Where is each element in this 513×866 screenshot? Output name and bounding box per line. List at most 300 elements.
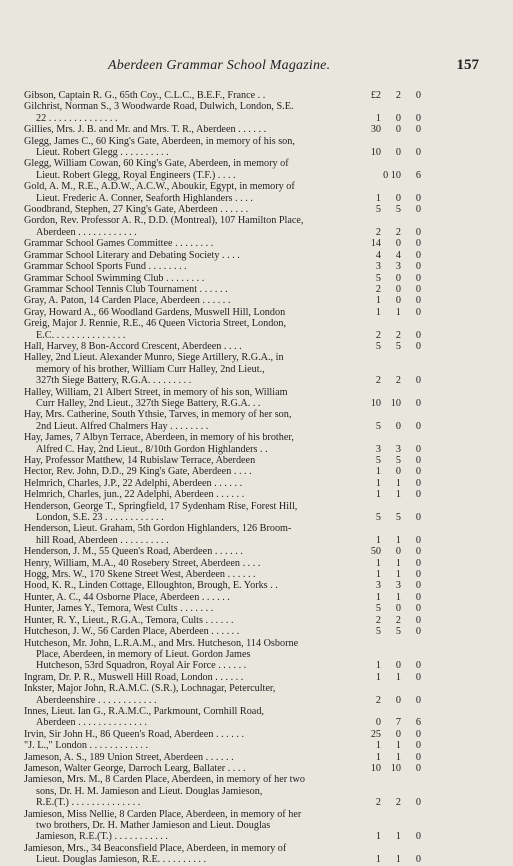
pounds-value: £2	[370, 90, 381, 101]
entry-amount	[357, 90, 429, 101]
entry-name: Gray, A. Paton, 14 Carden Place, Aberdeen . . . . . .	[24, 295, 231, 307]
pounds-value: 1	[375, 740, 381, 752]
list-item	[24, 158, 421, 181]
list-item	[24, 500, 421, 524]
pence-value: 0	[415, 272, 421, 284]
pence-value: 0	[415, 375, 421, 387]
pence-value: 0	[415, 557, 421, 569]
entry-continuation: Lieut. Frederic A. Conner, Seaforth Highlanders . . . .	[36, 192, 253, 204]
entry-amount	[357, 261, 429, 272]
pence-value: 0	[415, 238, 421, 250]
shillings-value: 2	[395, 375, 401, 387]
entry-amount	[357, 398, 429, 409]
pence-value: 0	[415, 283, 421, 295]
entry-name: Jamieson, Mrs. M., 8 Carden Place, Aberdeen, in memory of her two	[24, 774, 305, 786]
entry-amount	[357, 797, 429, 808]
shillings-value: 5	[395, 204, 401, 216]
entry-name: Inkster, Major John, R.A.M.C. (S.R.), Lochnagar, Peterculter,	[24, 683, 276, 695]
entry-amount	[357, 569, 429, 580]
pence-value: 0	[415, 192, 421, 204]
entry-amount	[357, 455, 429, 466]
entry-amount	[357, 695, 429, 706]
entry-continuation: Lieut. Douglas Jamieson, R.E. . . . . . . . . .	[36, 854, 207, 866]
entry-continuation: Curr Halley, 2nd Lieut., 327th Siege Battery, R.G.A. . .	[36, 397, 261, 409]
shillings-value: 2	[395, 90, 401, 101]
entry-amount	[357, 660, 429, 671]
pence-value: 0	[415, 112, 421, 124]
entry-name: Irvin, Sir John H., 86 Queen's Road, Aberdeen . . . . . .	[24, 728, 244, 740]
entry-name: Gray, Howard A., 66 Woodland Gardens, Muswell Hill, London	[24, 306, 286, 318]
entry-amount	[357, 295, 429, 306]
pence-value: 0	[415, 124, 421, 136]
shillings-value: 0	[395, 603, 401, 615]
list-item	[24, 386, 421, 410]
entry-name: Hunter, R. Y., Lieut., R.G.A., Temora, Cults . . . . . .	[24, 614, 234, 626]
pounds-value: 1	[375, 306, 381, 318]
entry-name: Innes, Lieut. Ian G., R.A.M.C., Parkmount, Cornhill Road,	[24, 705, 264, 717]
entry-amount	[357, 752, 429, 763]
entry-amount	[357, 307, 429, 318]
pounds-value: 3	[375, 443, 381, 455]
pence-value: 0	[415, 340, 421, 352]
entry-name: Henderson, George T., Springfield, 17 Sydenham Rise, Forest Hill,	[24, 500, 298, 512]
shillings-value: 4	[395, 249, 401, 261]
entry-continuation: memory of his brother, William Curr Halley, 2nd Lieut.,	[36, 363, 265, 375]
shillings-value: 2	[395, 797, 401, 809]
entry-name: Hutcheson, J. W., 56 Carden Place, Aberdeen . . . . . .	[24, 626, 240, 638]
entry-continuation: Lieut. Robert Glegg . . . . . . . . . .	[36, 147, 169, 159]
list-item	[24, 626, 421, 638]
entry-amount	[357, 592, 429, 603]
entry-name: Gibson, Captain R. G., 65th Coy., C.L.C., B.E.F., France . .	[24, 90, 266, 101]
shillings-value: 5	[395, 455, 401, 466]
pounds-value: 1	[375, 671, 381, 683]
entry-name: Henderson, J. M., 55 Queen's Road, Aberdeen . . . . . .	[24, 546, 243, 558]
shillings-value: 1	[395, 569, 401, 581]
shillings-value: 2	[395, 226, 401, 238]
pounds-value: 1	[375, 112, 381, 124]
list-item	[24, 90, 421, 101]
list-item	[24, 409, 421, 432]
list-item	[24, 705, 421, 729]
entry-continuation: hill Road, Aberdeen . . . . . . . . . .	[36, 534, 169, 546]
shillings-value: 0	[395, 147, 401, 159]
entry-continuation: 2nd Lieut. Alfred Chalmers Hay . . . . . . . .	[36, 420, 209, 432]
entry-name: "J. L.," London . . . . . . . . . . . .	[24, 740, 149, 752]
pence-value: 0	[415, 466, 421, 478]
list-item	[24, 283, 421, 295]
list-item	[24, 546, 421, 558]
pence-value: 0	[415, 762, 421, 774]
shillings-value: 0	[395, 466, 401, 478]
entry-name: Hay, Mrs. Catherine, South Ythsie, Tarves, in memory of her son,	[24, 409, 292, 421]
list-item	[24, 683, 421, 706]
list-item	[24, 580, 421, 592]
entry-amount	[357, 546, 429, 557]
pence-value: 0	[415, 397, 421, 409]
shillings-value: 0	[395, 420, 401, 432]
pounds-value: 3	[375, 261, 381, 273]
list-item	[24, 671, 421, 683]
shillings-value: 0	[395, 694, 401, 706]
list-item	[24, 842, 421, 866]
pence-value: 0	[415, 226, 421, 238]
list-item	[24, 603, 421, 615]
shillings-value: 5	[395, 626, 401, 638]
list-item	[24, 352, 421, 387]
pounds-value: 1	[375, 295, 381, 307]
entry-amount	[357, 193, 429, 204]
entry-amount	[357, 204, 429, 215]
entry-name: Helmrich, Charles, jun., 22 Adelphi, Aberdeen . . . . . .	[24, 489, 245, 501]
entry-continuation: Aberdeenshire . . . . . . . . . . . .	[36, 694, 157, 706]
shillings-value: 0	[395, 238, 401, 250]
shillings-value: 1	[395, 591, 401, 603]
pounds-value	[357, 170, 381, 181]
shillings-value: 1	[395, 489, 401, 501]
list-item	[24, 101, 421, 124]
pence-value: 0	[415, 626, 421, 638]
shillings-value: 5	[395, 340, 401, 352]
entry-amount	[357, 147, 429, 158]
entry-amount	[357, 250, 429, 261]
list-item	[24, 740, 421, 752]
pence-value: 0	[415, 603, 421, 615]
entry-amount	[357, 421, 429, 432]
pounds-value: 5	[375, 455, 381, 466]
page-number: 157	[456, 57, 479, 73]
entry-amount	[357, 170, 429, 181]
subscription-list	[24, 90, 421, 866]
shillings-value: 7	[395, 717, 401, 729]
list-item	[24, 261, 421, 273]
pence-value: 0	[415, 489, 421, 501]
pounds-value: 25	[370, 728, 381, 740]
shillings-value: 0	[395, 660, 401, 672]
pounds-value: 1	[375, 660, 381, 672]
pence-value: 6	[415, 169, 421, 181]
entry-amount	[357, 763, 429, 774]
list-item	[24, 135, 421, 159]
entry-name: Gordon, Rev. Professor A. R., D.D. (Montreal), 107 Hamilton Place,	[24, 215, 304, 227]
entry-name: Glegg, James C., 60 King's Gate, Aberdeen, in memory of his son,	[24, 135, 295, 147]
entry-name: Jamieson, Mrs., 34 Beaconsfield Place, Aberdeen, in memory of	[24, 842, 287, 854]
list-item	[24, 295, 421, 307]
list-item	[24, 181, 421, 204]
entry-continuation: London, S.E. 23 . . . . . . . . . . . .	[36, 512, 164, 524]
shillings-value: 0	[395, 546, 401, 558]
pounds-value: 1	[375, 477, 381, 489]
entry-amount	[357, 615, 429, 626]
page-header	[24, 58, 489, 78]
entry-amount	[357, 831, 429, 842]
entry-continuation: Jamieson, R.E.(T.) . . . . . . . . . . .	[36, 831, 168, 843]
entry-name: Glegg, William Cowan, 60 King's Gate, Aberdeen, in memory of	[24, 158, 289, 170]
entry-name: Jamieson, Miss Nellie, 8 Carden Place, Aberdeen, in memory of her	[24, 808, 302, 820]
entry-name: Hunter, A. C., 44 Osborne Place, Aberdeen . . . . . .	[24, 591, 230, 603]
pounds-value: 1	[375, 466, 381, 478]
entry-amount	[357, 284, 429, 295]
list-item	[24, 432, 421, 455]
entry-name: Gilchrist, Norman S., 3 Woodwarde Road, Dulwich, London, S.E.	[24, 101, 294, 113]
pounds-value: 1	[375, 831, 381, 843]
shillings-value: 3	[395, 580, 401, 592]
list-item	[24, 808, 421, 843]
pence-value: 0	[415, 580, 421, 592]
pence-value: 0	[415, 797, 421, 809]
pounds-value: 2	[375, 226, 381, 238]
pence-value: 0	[415, 261, 421, 273]
entry-name: Henry, William, M.A., 40 Rosebery Street, Aberdeen . . . .	[24, 557, 261, 569]
pence-value: 0	[415, 204, 421, 216]
entry-continuation: 327th Siege Battery, R.G.A. . . . . . . . .	[36, 375, 192, 387]
entry-amount	[357, 375, 429, 386]
list-item	[24, 523, 421, 546]
list-item	[24, 249, 421, 261]
list-item	[24, 204, 421, 216]
entry-amount	[357, 626, 429, 637]
list-item	[24, 215, 421, 238]
entry-amount	[357, 603, 429, 614]
pounds-value: 1	[375, 192, 381, 204]
pence-value: 0	[415, 671, 421, 683]
entry-name: Halley, William, 21 Albert Street, in memory of his son, William	[24, 386, 288, 398]
entry-name: Grammar School Swimming Club . . . . . . . .	[24, 272, 205, 284]
pounds-value: 50	[370, 546, 381, 558]
pounds-value: 1	[375, 751, 381, 763]
entry-name: Grammar School Sports Fund . . . . . . . .	[24, 261, 187, 273]
shillings-value: 0 10	[383, 169, 401, 181]
pence-value: 0	[415, 660, 421, 672]
running-title: Aberdeen Grammar School Magazine.	[108, 58, 331, 73]
shillings-value: 1	[395, 477, 401, 489]
entry-name: Hay, Professor Matthew, 14 Rubislaw Terrace, Aberdeen	[24, 455, 256, 466]
pounds-value: 5	[375, 626, 381, 638]
pence-value: 0	[415, 295, 421, 307]
shillings-value: 1	[395, 740, 401, 752]
entry-name: Grammar School Tennis Club Tournament . . . . . .	[24, 283, 228, 295]
shillings-value: 10	[390, 397, 401, 409]
pounds-value: 30	[370, 124, 381, 136]
pence-value: 0	[415, 420, 421, 432]
pounds-value: 5	[375, 204, 381, 216]
shillings-value: 0	[395, 124, 401, 136]
pence-value: 0	[415, 512, 421, 524]
list-item	[24, 762, 421, 774]
pence-value: 0	[415, 546, 421, 558]
list-item	[24, 477, 421, 489]
entry-amount	[357, 729, 429, 740]
entry-amount	[357, 580, 429, 591]
entry-name: Hood, K. R., Linden Cottage, Elloughton, Brough, E. Yorks . .	[24, 580, 278, 592]
pounds-value: 5	[375, 512, 381, 524]
entry-amount	[357, 273, 429, 284]
shillings-value: 1	[395, 671, 401, 683]
pence-value: 0	[415, 534, 421, 546]
entry-name: Hutcheson, Mr. John, L.R.A.M., and Mrs. Hutcheson, 114 Osborne	[24, 637, 299, 649]
entry-amount	[357, 558, 429, 569]
list-item	[24, 318, 421, 341]
pence-value: 0	[415, 854, 421, 866]
entry-amount	[357, 478, 429, 489]
entry-amount	[357, 113, 429, 124]
shillings-value: 0	[395, 272, 401, 284]
pounds-value: 0	[375, 717, 381, 729]
pence-value: 0	[415, 147, 421, 159]
pence-value: 0	[415, 831, 421, 843]
entry-name: Goodbrand, Stephen, 27 King's Gate, Aberdeen . . . . . .	[24, 204, 249, 216]
list-item	[24, 272, 421, 284]
entry-name: Hogg, Mrs. W., 170 Skene Street West, Aberdeen . . . . . .	[24, 569, 256, 581]
entry-amount	[357, 854, 429, 865]
list-item	[24, 455, 421, 466]
entry-name: Greig, Major J. Rennie, R.E., 46 Queen Victoria Street, London,	[24, 318, 287, 330]
list-item	[24, 124, 421, 136]
entry-amount	[357, 489, 429, 500]
list-item	[24, 614, 421, 626]
pounds-value: 5	[375, 603, 381, 615]
list-item	[24, 306, 421, 318]
pounds-value: 5	[375, 340, 381, 352]
entry-name: Grammar School Literary and Debating Society . . . .	[24, 249, 240, 261]
entry-amount	[357, 227, 429, 238]
pence-value: 0	[415, 306, 421, 318]
shillings-value: 0	[395, 295, 401, 307]
entry-name: Grammar School Games Committee . . . . . . . .	[24, 238, 214, 250]
entry-name: Hector, Rev. John, D.D., 29 King's Gate, Aberdeen . . . .	[24, 466, 252, 478]
entry-name: Gillies, Mrs. J. B. and Mr. and Mrs. T. R., Aberdeen . . . . . .	[24, 124, 267, 136]
pence-value: 0	[415, 90, 421, 101]
pounds-value: 5	[375, 420, 381, 432]
list-item	[24, 751, 421, 763]
list-item	[24, 774, 421, 809]
shillings-value: 0	[395, 283, 401, 295]
entry-amount	[357, 466, 429, 477]
pounds-value: 10	[370, 397, 381, 409]
shillings-value: 0	[395, 192, 401, 204]
pence-value: 6	[415, 717, 421, 729]
pounds-value: 1	[375, 854, 381, 866]
entry-name: Jameson, Walter George, Darroch Learg, Ballater . . . .	[24, 762, 246, 774]
pounds-value: 1	[375, 534, 381, 546]
shillings-value: 2	[395, 329, 401, 341]
shillings-value: 2	[395, 614, 401, 626]
list-item	[24, 466, 421, 478]
entry-continuation: sons, Dr. H. M. Jamieson and Lieut. Douglas Jamieson,	[36, 785, 263, 797]
entry-continuation: Alfred C. Hay, 2nd Lieut., 8/10th Gordon Highlanders . .	[36, 443, 268, 455]
shillings-value: 10	[390, 762, 401, 774]
entry-amount	[357, 330, 429, 341]
entry-amount	[357, 341, 429, 352]
pence-value: 0	[415, 249, 421, 261]
pounds-value: 2	[375, 694, 381, 706]
pounds-value: 1	[375, 591, 381, 603]
pence-value: 0	[415, 614, 421, 626]
shillings-value: 0	[395, 112, 401, 124]
entry-continuation: Place, Aberdeen, in memory of Lieut. Gordon James	[36, 648, 251, 660]
shillings-value: 3	[395, 261, 401, 273]
entry-amount	[357, 740, 429, 751]
pounds-value: 3	[375, 580, 381, 592]
pence-value: 0	[415, 455, 421, 466]
pounds-value: 1	[375, 569, 381, 581]
entry-name: Gold, A. M., R.E., A.D.W., A.C.W., Aboukir, Egypt, in memory of	[24, 181, 295, 193]
shillings-value: 1	[395, 854, 401, 866]
entry-continuation: E.C. . . . . . . . . . . . . . .	[36, 329, 126, 341]
entry-amount	[357, 512, 429, 523]
pounds-value: 2	[375, 797, 381, 809]
shillings-value: 1	[395, 751, 401, 763]
pounds-value: 10	[370, 147, 381, 159]
shillings-value: 0	[395, 728, 401, 740]
pounds-value: 5	[375, 272, 381, 284]
list-item	[24, 489, 421, 501]
entry-amount	[357, 124, 429, 135]
list-item	[24, 340, 421, 352]
shillings-value: 1	[395, 306, 401, 318]
entry-name: Ingram, Dr. P. R., Muswell Hill Road, London . . . . . .	[24, 671, 244, 683]
entry-name: Hunter, James Y., Temora, West Cults . . . . . . .	[24, 603, 214, 615]
pence-value: 0	[415, 591, 421, 603]
shillings-value: 1	[395, 831, 401, 843]
pence-value: 0	[415, 329, 421, 341]
list-item	[24, 591, 421, 603]
entry-continuation: Lieut. Robert Glegg, Royal Engineers (T.F.) . . . .	[36, 169, 236, 181]
shillings-value: 3	[395, 443, 401, 455]
entry-continuation: Aberdeen . . . . . . . . . . . .	[36, 226, 137, 238]
pence-value: 0	[415, 569, 421, 581]
entry-amount	[357, 238, 429, 249]
pounds-value: 2	[375, 329, 381, 341]
entry-continuation: 22 . . . . . . . . . . . . . .	[36, 112, 118, 124]
pence-value: 0	[415, 694, 421, 706]
shillings-value: 5	[395, 512, 401, 524]
list-item	[24, 728, 421, 740]
entry-continuation: Hutcheson, 53rd Squadron, Royal Air Force . . . . . .	[36, 660, 247, 672]
pounds-value: 2	[375, 375, 381, 387]
entry-name: Henderson, Lieut. Graham, 5th Gordon Highlanders, 126 Broom-	[24, 523, 292, 535]
pence-value: 0	[415, 728, 421, 740]
entry-name: Halley, 2nd Lieut. Alexander Munro, Siege Artillery, R.G.A., in	[24, 352, 284, 364]
entry-continuation: two brothers, Dr. H. Mather Jamieson and Lieut. Douglas	[36, 820, 271, 831]
pounds-value: 1	[375, 557, 381, 569]
pounds-value: 2	[375, 283, 381, 295]
pence-value: 0	[415, 443, 421, 455]
pounds-value: 1	[375, 489, 381, 501]
entry-name: Helmrich, Charles, J.P., 22 Adelphi, Aberdeen . . . . . .	[24, 477, 243, 489]
list-item	[24, 569, 421, 581]
pence-value: 0	[415, 477, 421, 489]
shillings-value: 1	[395, 557, 401, 569]
entry-continuation: Aberdeen . . . . . . . . . . . . . .	[36, 717, 147, 729]
entry-amount	[357, 535, 429, 546]
entry-amount	[357, 717, 429, 728]
pounds-value: 10	[370, 762, 381, 774]
pence-value: 0	[415, 740, 421, 752]
list-item	[24, 557, 421, 569]
pounds-value: 2	[375, 614, 381, 626]
pounds-value: 4	[375, 249, 381, 261]
shillings-value: 1	[395, 534, 401, 546]
entry-amount	[357, 672, 429, 683]
list-item	[24, 637, 421, 672]
list-item	[24, 238, 421, 250]
entry-name: Jameson, A. S., 189 Union Street, Aberdeen . . . . . .	[24, 751, 234, 763]
pence-value: 0	[415, 751, 421, 763]
entry-name: Hay, James, 7 Albyn Terrace, Aberdeen, in memory of his brother,	[24, 432, 294, 444]
pounds-value: 14	[370, 238, 381, 250]
entry-continuation: R.E.(T.) . . . . . . . . . . . . . .	[36, 797, 141, 809]
